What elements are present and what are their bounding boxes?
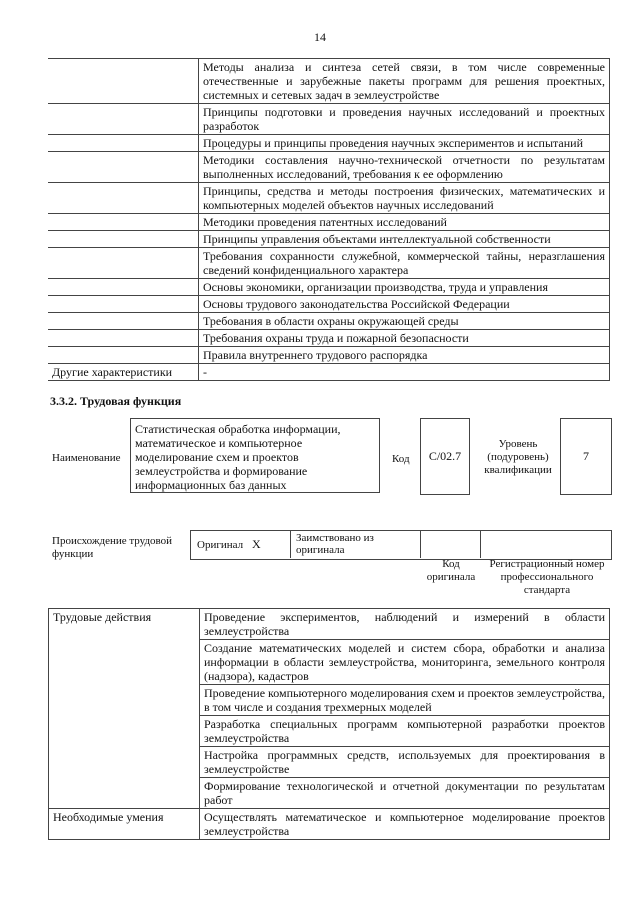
knowledge-item: Методы анализа и синтеза сетей связи, в том числе современные отечественные и зарубежные пакеты программ для решения проектных, системных и сетевых задач в землеустройстве (199, 59, 610, 104)
knowledge-row (48, 347, 610, 364)
code-box (420, 418, 470, 495)
knowledge-item: Принципы подготовки и проведения научных исследований и проектных разработок (199, 104, 610, 135)
labor-function-table (48, 608, 610, 840)
knowledge-label-cell (48, 59, 199, 104)
knowledge-item: Основы экономики, организации производства, труда и управления (199, 279, 610, 296)
knowledge-label-cell (48, 214, 199, 231)
knowledge-label-cell (48, 231, 199, 248)
knowledge-item: Правила внутреннего трудового распорядка (199, 347, 610, 364)
knowledge-item: Принципы управления объектами интеллектуальной собственности (199, 231, 610, 248)
borrowed-label: Заимствовано из оригинала (296, 532, 374, 556)
knowledge-row (48, 214, 610, 231)
labor_actions-item: Создание математических моделей и систем сбора, обработки и анализа информации в области землеустройства, мониторинга, земельного контроля (надзора), кадастров (200, 640, 610, 685)
section-title: 3.3.2. Трудовая функция (50, 394, 182, 408)
knowledge-label-cell (48, 279, 199, 296)
knowledge-item: Принципы, средства и методы построения физических, математических и компьютерных моделей объектов научных исследований (199, 183, 610, 214)
knowledge-row (48, 183, 610, 214)
level-value: 7 (583, 449, 589, 463)
code-value: С/02.7 (428, 449, 462, 463)
level-label: Уровень (подуровень) квалификации (484, 438, 552, 476)
other-characteristics-label: Другие характеристики (48, 364, 199, 381)
knowledge-label-cell (48, 347, 199, 364)
knowledge-label-cell (48, 330, 199, 347)
knowledge-item: Требования в области охраны окружающей среды (199, 313, 610, 330)
knowledge-label-cell (48, 152, 199, 183)
skills-item: Осуществлять математическое и компьютерное моделирование проектов землеустройства (200, 809, 610, 840)
knowledge-row (48, 152, 610, 183)
required-knowledge-table (48, 58, 610, 381)
knowledge-row (48, 313, 610, 330)
knowledge-item: Методики проведения патентных исследований (199, 214, 610, 231)
function-name-box (130, 418, 380, 493)
code-original-caption: Код оригинала (426, 558, 476, 583)
knowledge-label-cell (48, 183, 199, 214)
knowledge-label-cell (48, 248, 199, 279)
knowledge-row (48, 296, 610, 313)
name-label: Наименование (52, 452, 121, 464)
labor_actions-item: Проведение экспериментов, наблюдений и измерений в области землеустройства (200, 609, 610, 640)
knowledge-row (48, 59, 610, 104)
page-number: 14 (314, 30, 326, 44)
skills-row (49, 809, 610, 840)
knowledge-label-cell (48, 135, 199, 152)
knowledge-row (48, 248, 610, 279)
labor_actions-item: Разработка специальных программ компьютерной разработки проектов землеустройства (200, 716, 610, 747)
reg-number-caption: Регистрационный номер профессионального стандарта (489, 558, 605, 596)
function-name-value: Статистическая обработка информации, математическое и компьютерное моделирование схем и проектов землеустройства и формирование информационных баз данных (135, 422, 341, 492)
knowledge-item: Требования сохранности служебной, коммерческой тайны, неразглашения сведений конфиденциального характера (199, 248, 610, 279)
knowledge-row (48, 231, 610, 248)
knowledge-item: Методики составления научно-технической отчетности по результатам выполненных исследований, требования к ее оформлению (199, 152, 610, 183)
labor_actions-label: Трудовые действия (49, 609, 200, 809)
knowledge-label-cell (48, 296, 199, 313)
knowledge-item: Требования охраны труда и пожарной безопасности (199, 330, 610, 347)
other-characteristics-value: - (199, 364, 610, 381)
origin-label: Происхождение трудовой функции (52, 535, 173, 560)
knowledge-row (48, 135, 610, 152)
knowledge-label-cell (48, 313, 199, 330)
labor_actions-item: Формирование технологической и отчетной документации по результатам работ (200, 778, 610, 809)
knowledge-row (48, 330, 610, 347)
knowledge-label-cell (48, 104, 199, 135)
knowledge-row (48, 104, 610, 135)
original-label: Оригинал (197, 539, 244, 551)
labor_actions-item: Проведение компьютерного моделирования схем и проектов землеустройства, в том числе и создания трехмерных моделей (200, 685, 610, 716)
labor_actions-item: Настройка программных средств, используемых для проектирования в землеустройстве (200, 747, 610, 778)
skills-label: Необходимые умения (49, 809, 200, 840)
knowledge-item: Процедуры и принципы проведения научных экспериментов и испытаний (199, 135, 610, 152)
other-characteristics-row (48, 364, 610, 381)
labor_actions-row (49, 609, 610, 640)
knowledge-item: Основы трудового законодательства Российской Федерации (199, 296, 610, 313)
code-label: Код (392, 453, 410, 465)
knowledge-row (48, 279, 610, 296)
original-mark: X (252, 537, 261, 551)
level-box (560, 418, 612, 495)
